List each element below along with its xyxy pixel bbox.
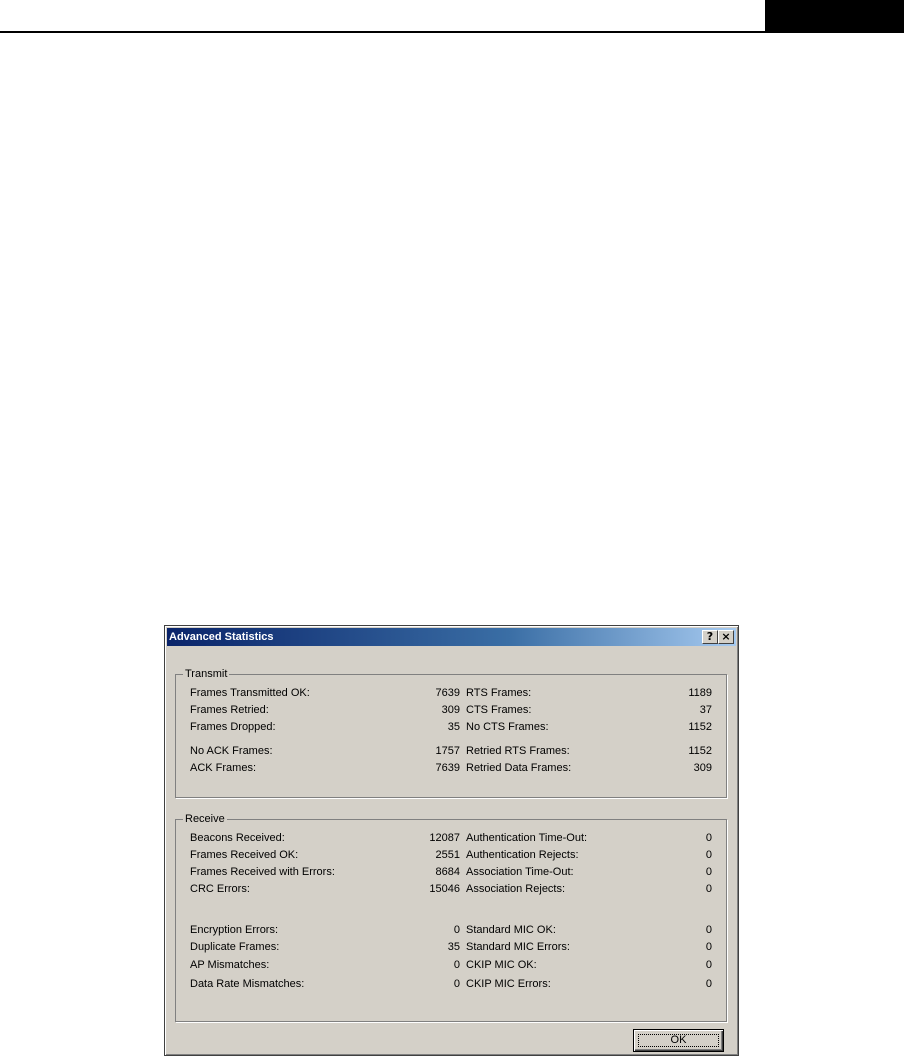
help-button[interactable]: ? bbox=[702, 630, 718, 644]
stat-row bbox=[190, 865, 460, 879]
stat-value: 309 bbox=[693, 762, 712, 774]
stat-value: 309 bbox=[441, 704, 460, 716]
stat-value: 0 bbox=[705, 978, 712, 990]
receive-group bbox=[175, 813, 727, 1022]
stat-label: AP Mismatches: bbox=[190, 959, 270, 971]
stat-row bbox=[466, 686, 716, 700]
stat-label: Authentication Time-Out: bbox=[466, 832, 588, 844]
stat-label: Encryption Errors: bbox=[190, 924, 279, 936]
transmit-group bbox=[175, 668, 727, 798]
stat-row bbox=[466, 848, 716, 862]
stat-label: Frames Received OK: bbox=[190, 849, 299, 861]
stat-value: 7639 bbox=[435, 762, 460, 774]
stat-row bbox=[466, 720, 716, 734]
stat-value: 15046 bbox=[429, 883, 460, 895]
stat-row bbox=[190, 703, 460, 717]
stat-label: Retried Data Frames: bbox=[466, 762, 572, 774]
stat-value: 0 bbox=[705, 832, 712, 844]
stat-label: No CTS Frames: bbox=[466, 721, 549, 733]
ok-button[interactable] bbox=[633, 1029, 724, 1052]
stat-row bbox=[466, 882, 716, 896]
stat-row bbox=[190, 882, 460, 896]
stat-value: 0 bbox=[453, 924, 460, 936]
stat-value: 12087 bbox=[429, 832, 460, 844]
stat-value: 0 bbox=[705, 959, 712, 971]
page-header-block bbox=[765, 0, 904, 32]
stat-label: CKIP MIC OK: bbox=[466, 959, 537, 971]
stat-label: Standard MIC Errors: bbox=[466, 941, 570, 953]
stat-label: CTS Frames: bbox=[466, 704, 532, 716]
stat-value: 35 bbox=[447, 721, 460, 733]
stat-label: Duplicate Frames: bbox=[190, 941, 280, 953]
stat-label: Beacons Received: bbox=[190, 832, 285, 844]
stat-value: 0 bbox=[705, 849, 712, 861]
stat-row bbox=[190, 744, 460, 758]
stat-label: Standard MIC OK: bbox=[466, 924, 556, 936]
stat-row bbox=[190, 831, 460, 845]
stat-row bbox=[190, 958, 460, 972]
stat-value: 8684 bbox=[435, 866, 460, 878]
stat-value: 2551 bbox=[435, 849, 460, 861]
stat-row bbox=[466, 865, 716, 879]
stat-label: Frames Dropped: bbox=[190, 721, 276, 733]
stat-value: 0 bbox=[705, 883, 712, 895]
stat-row bbox=[190, 686, 460, 700]
stat-row bbox=[466, 923, 716, 937]
stat-label: Frames Transmitted OK: bbox=[190, 687, 310, 699]
stat-value: 37 bbox=[699, 704, 712, 716]
stat-label: CRC Errors: bbox=[190, 883, 250, 895]
stat-label: Frames Retried: bbox=[190, 704, 269, 716]
stat-row bbox=[466, 703, 716, 717]
stat-row bbox=[466, 744, 716, 758]
stat-label: Association Time-Out: bbox=[466, 866, 574, 878]
stat-value: 0 bbox=[453, 978, 460, 990]
stat-label: No ACK Frames: bbox=[190, 745, 273, 757]
stat-label: RTS Frames: bbox=[466, 687, 532, 699]
focus-rectangle bbox=[638, 1034, 719, 1047]
stat-label: Data Rate Mismatches: bbox=[190, 978, 305, 990]
stat-row bbox=[190, 848, 460, 862]
title-bar[interactable] bbox=[167, 628, 736, 646]
stat-row bbox=[190, 940, 460, 954]
stat-row bbox=[466, 831, 716, 845]
stat-label: Retried RTS Frames: bbox=[466, 745, 570, 757]
stat-value: 35 bbox=[447, 941, 460, 953]
page-header-rule bbox=[0, 31, 904, 33]
stat-value: 1757 bbox=[435, 745, 460, 757]
stat-label: Frames Received with Errors: bbox=[190, 866, 335, 878]
stat-row bbox=[190, 923, 460, 937]
dialog-title: Advanced Statistics bbox=[169, 631, 274, 643]
stat-value: 7639 bbox=[435, 687, 460, 699]
stat-value: 1189 bbox=[688, 687, 712, 699]
close-button[interactable]: × bbox=[718, 630, 734, 644]
stat-row bbox=[190, 977, 460, 991]
advanced-statistics-dialog bbox=[164, 625, 739, 1056]
receive-group-label: Receive bbox=[185, 813, 225, 825]
stat-value: 1152 bbox=[688, 721, 712, 733]
stat-label: Association Rejects: bbox=[466, 883, 566, 895]
stat-row bbox=[466, 977, 716, 991]
stat-label: CKIP MIC Errors: bbox=[466, 978, 551, 990]
stat-row bbox=[466, 958, 716, 972]
ok-button-label: OK bbox=[670, 1034, 687, 1046]
stat-label: Authentication Rejects: bbox=[466, 849, 579, 861]
stat-row bbox=[190, 720, 460, 734]
transmit-group-label: Transmit bbox=[185, 668, 228, 680]
stat-row bbox=[466, 761, 716, 775]
stat-value: 1152 bbox=[688, 745, 712, 757]
stat-value: 0 bbox=[705, 941, 712, 953]
stat-value: 0 bbox=[453, 959, 460, 971]
stat-row bbox=[190, 761, 460, 775]
stat-value: 0 bbox=[705, 924, 712, 936]
stat-value: 0 bbox=[705, 866, 712, 878]
stat-row bbox=[466, 940, 716, 954]
stat-label: ACK Frames: bbox=[190, 762, 257, 774]
